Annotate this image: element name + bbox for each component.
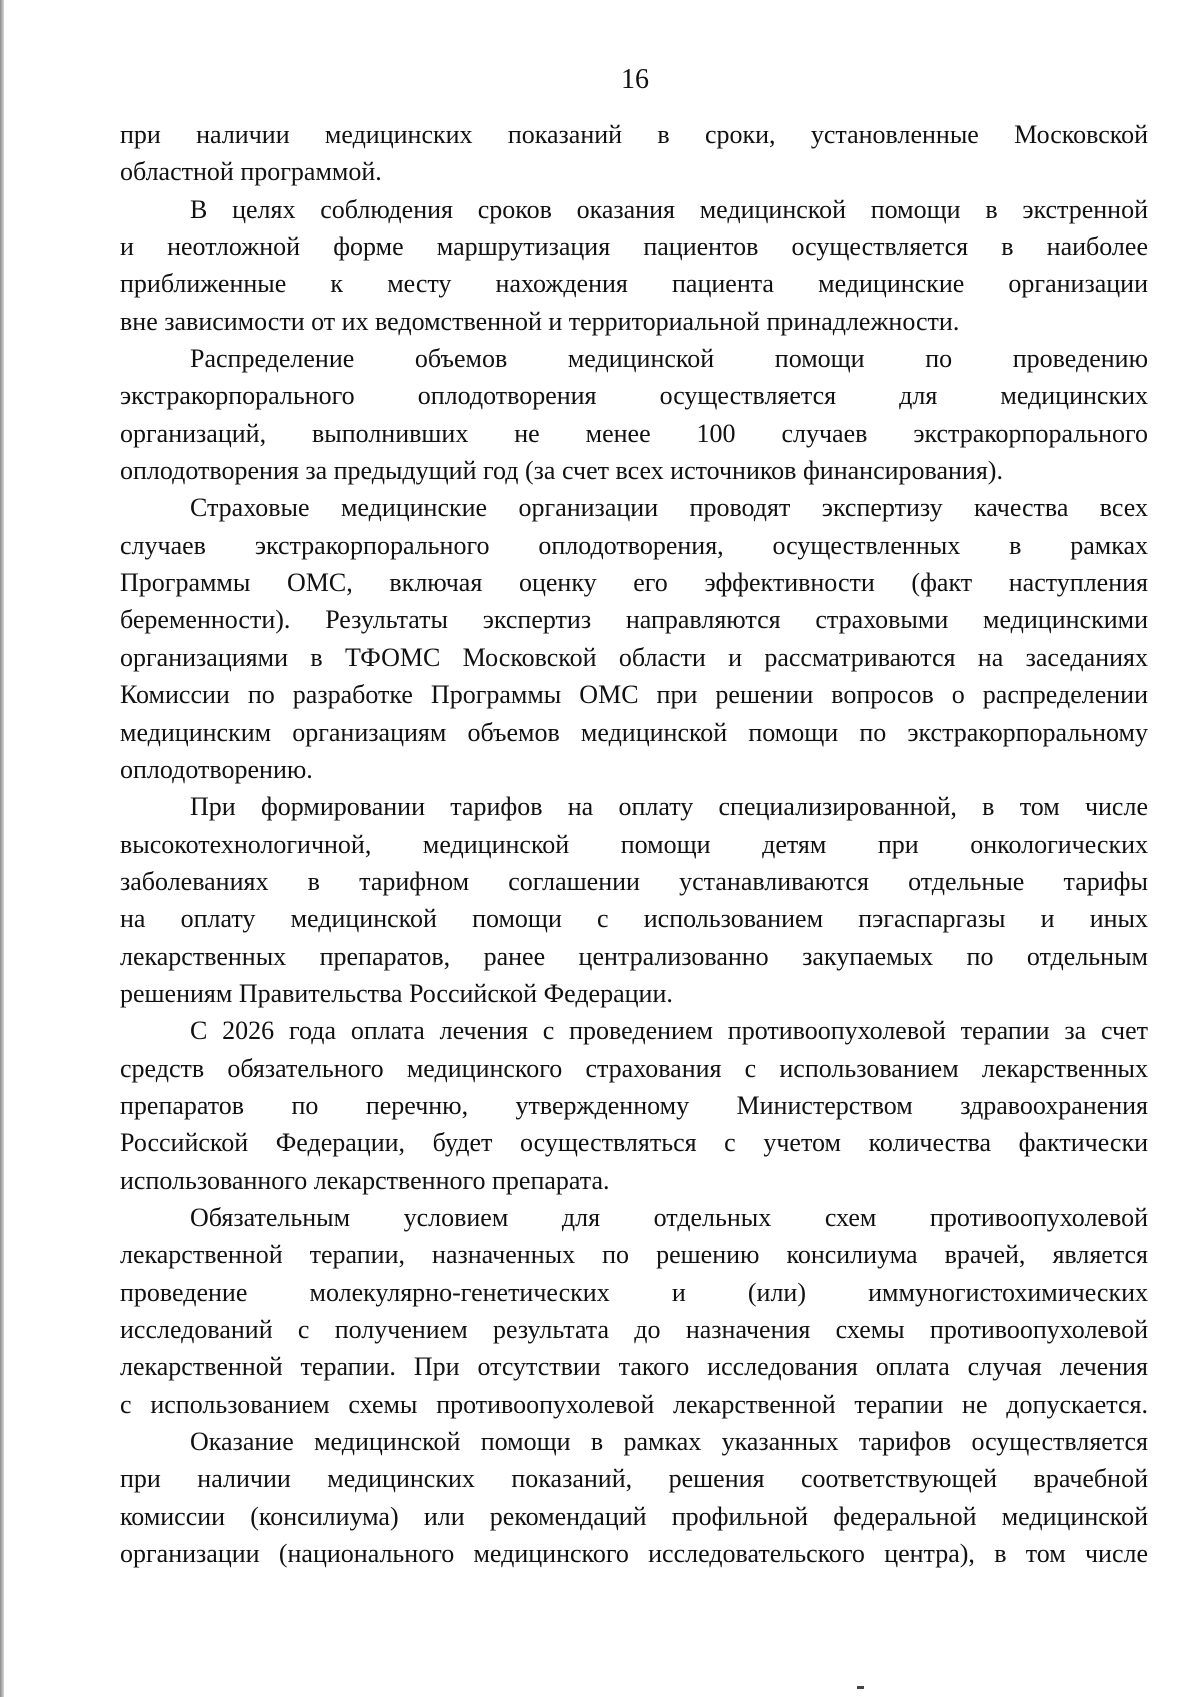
text-line: и неотложной форме маршрутизация пациентов осуществляется в наиболее	[120, 232, 1148, 262]
text-line: областной программой.	[120, 157, 382, 187]
text-line: беременности). Результаты экспертиз направляются страховыми медицинскими	[120, 605, 1148, 635]
paragraph	[120, 191, 1148, 340]
text-line: средств обязательного медицинского страхования с использованием лекарственных	[120, 1053, 1148, 1083]
paragraph	[120, 1012, 1148, 1199]
text-line: При формировании тарифов на оплату специализированной, в том числе	[190, 792, 1148, 822]
text-line: экстракорпорального оплодотворения осуществляется для медицинских	[120, 381, 1148, 411]
scan-speck	[857, 1686, 864, 1689]
text-line: исследований с получением результата до назначения схемы противоопухолевой	[120, 1315, 1148, 1344]
text-line: оплодотворению.	[120, 754, 313, 784]
document-body	[120, 116, 1148, 1572]
text-line: при наличии медицинских показаний, решения соответствующей врачебной	[120, 1464, 1148, 1494]
text-line: Оказание медицинской помощи в рамках указанных тарифов осуществляется	[190, 1427, 1148, 1457]
scan-edge	[0, 0, 4, 1697]
paragraph	[120, 489, 1148, 788]
text-line: медицинским организациям объемов медицинской помощи по экстракорпоральному	[120, 717, 1148, 747]
text-line: лекарственных препаратов, ранее централизованно закупаемых по отдельным	[120, 941, 1148, 971]
text-line: лекарственной терапии, назначенных по решению консилиума врачей, является	[120, 1240, 1148, 1270]
text-line: препаратов по перечню, утвержденному Министерством здравоохранения	[120, 1090, 1148, 1120]
text-line: С 2026 года оплата лечения с проведением противоопухолевой терапии за счет	[190, 1016, 1148, 1046]
text-line: организации (национального медицинского исследовательского центра), в том числе	[120, 1539, 1148, 1569]
text-line: лекарственной терапии. При отсутствии такого исследования оплата случая лечения	[120, 1352, 1148, 1382]
page-number: 16	[621, 64, 649, 95]
text-line: Распределение объемов медицинской помощи по проведению	[190, 344, 1148, 374]
text-line: организациями в ТФОМС Московской области и рассматриваются на заседаниях	[120, 642, 1148, 672]
text-line: оплодотворения за предыдущий год (за счет всех источников финансирования).	[120, 456, 1003, 486]
text-line: случаев экстракорпорального оплодотворения, осуществленных в рамках	[120, 530, 1148, 560]
text-line: организаций, выполнивших не менее 100 случаев экстракорпорального	[120, 418, 1148, 448]
text-line: Обязательным условием для отдельных схем противоопухолевой	[190, 1202, 1148, 1232]
text-line: решениям Правительства Российской Федерации.	[120, 978, 673, 1008]
text-line: Российской Федерации, будет осуществляться с учетом количества фактически	[120, 1128, 1148, 1158]
text-line: проведение молекулярно-генетических и (или) иммуногистохимических	[120, 1277, 1148, 1307]
text-line: с использованием схемы противоопухолевой лекарственной терапии не допускается.	[120, 1389, 1148, 1419]
text-line: высокотехнологичной, медицинской помощи детям при онкологических	[120, 829, 1148, 859]
text-line: В целях соблюдения сроков оказания медицинской помощи в экстренной	[190, 194, 1148, 224]
text-line: на оплату медицинской помощи с использованием пэгаспаргазы и иных	[120, 904, 1148, 934]
text-line: при наличии медицинских показаний в сроки, установленные Московской	[120, 120, 1148, 149]
paragraph	[120, 340, 1148, 489]
paragraph	[120, 788, 1148, 1012]
text-line: приближенные к месту нахождения пациента медицинские организации	[120, 269, 1148, 299]
text-line: заболеваниях в тарифном соглашении устанавливаются отдельные тарифы	[120, 866, 1148, 896]
text-line: комиссии (консилиума) или рекомендаций профильной федеральной медицинской	[120, 1501, 1148, 1531]
paragraph	[120, 1423, 1148, 1572]
text-line: Комиссии по разработке Программы ОМС при решении вопросов о распределении	[120, 680, 1148, 710]
paragraph	[120, 116, 1148, 191]
text-line: Программы ОМС, включая оценку его эффективности (факт наступления	[120, 568, 1148, 598]
text-line: вне зависимости от их ведомственной и территориальной принадлежности.	[120, 306, 960, 336]
paragraph	[120, 1199, 1148, 1423]
text-line: Страховые медицинские организации проводят экспертизу качества всех	[190, 493, 1148, 523]
text-line: использованного лекарственного препарата.	[120, 1165, 610, 1195]
